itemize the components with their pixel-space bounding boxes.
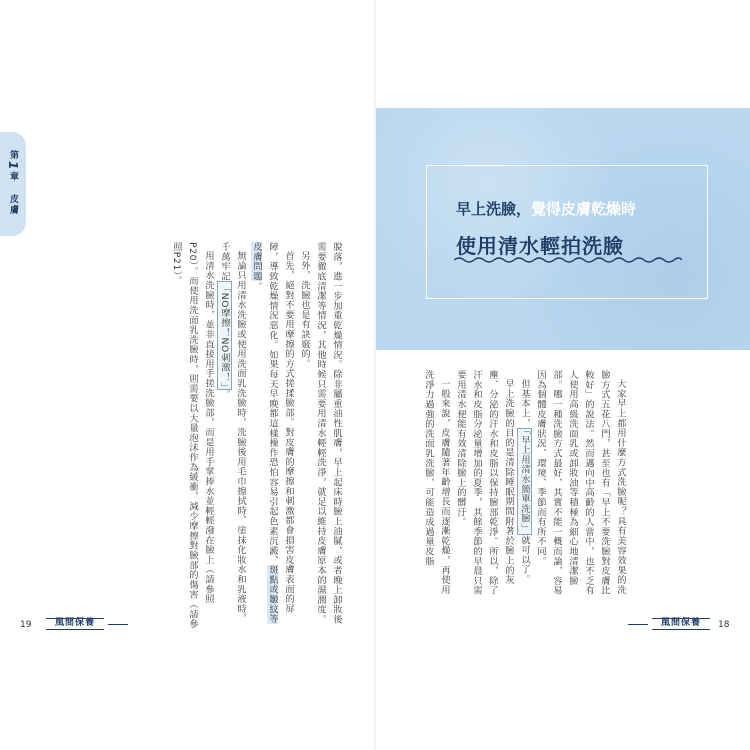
left-page-body bbox=[168, 242, 344, 630]
footer-rule-left bbox=[108, 624, 128, 625]
chapter-tab bbox=[0, 132, 26, 236]
paragraph: 大家早上都用什麼方式洗臉呢？具有美容效果的洗臉方式五花八門，甚至也有「早上不要洗臉對皮膚比較好」的說法。然而邁向中高齡的人當中，也不乏有人使用高級洗面乳或卸妝油等積極為細心地清潔臉部。哪一種洗臉方式最好，其實不能一概而論，容易因為個體皮膚狀況、環境、季節而有所不同。 bbox=[535, 370, 626, 596]
paragraph: 另外，洗臉也是有訣竅的。 bbox=[299, 251, 310, 369]
highlighted-phrase: 斑點或皺紋等皮膚問題 bbox=[251, 242, 278, 625]
paragraph: 用清水洗臉時，並非直接用手搓洗臉部，而是用手掌捧水並輕輕潑在臉上（請參照P20）。而使用洗面乳洗臉時，則需要以大量泡沫作為緩衝，減少摩擦對臉部的傷害（請參照P21）。 bbox=[171, 242, 214, 629]
footer-logo-right: 風間保養 bbox=[652, 614, 710, 632]
boxed-phrase: 「NO摩擦！NO刺激！」 bbox=[219, 283, 230, 388]
paragraph: 一般來說，皮膚隨著年齡增長而逐漸乾燥，再使用洗淨力過強的洗面乳洗臉，可能造成過量皮脂 bbox=[423, 370, 450, 595]
page-title: 使用清水輕拍洗臉 bbox=[456, 234, 624, 258]
title-subheading: 早上洗臉，覺得皮膚乾燥時 bbox=[456, 200, 637, 218]
paragraph: 但基本上，「早上用清水簡單洗臉」就可以了。 bbox=[519, 379, 530, 585]
page-number-right: 18 bbox=[718, 620, 730, 630]
paragraph: 脫落，進一步加重乾燥情況。除非屬重油性肌膚，早上起床時臉上油膩，或者晚上卸妝後需要徹底清潔等情況，其他時候只需要用清水輕輕洗淨，就足以維持皮膚原本的濕潤度。 bbox=[315, 242, 342, 625]
footer-rule-right bbox=[628, 624, 648, 625]
paragraph: 無論只用清水洗臉或使用洗面乳洗臉時，洗臉後用毛巾擦拭時、塗抹化妝水和乳液時，千萬牢記「NO摩擦！NO刺激！」。 bbox=[219, 242, 246, 624]
page-number-left: 19 bbox=[20, 620, 32, 630]
right-page-body bbox=[420, 370, 628, 600]
chapter-label: 第1章 bbox=[6, 150, 20, 183]
paragraph: 早上洗臉的目的是清除睡眠期間附著於臉上的灰塵、分泌的汗水和皮脂以保持臉部乾淨。所以，除了汗水和皮脂分泌量增加的夏季，其餘季節的早晨只需要用清水便能有效清除臉上的髒汙。 bbox=[455, 370, 514, 596]
chapter-category: 皮膚 bbox=[8, 194, 18, 216]
boxed-phrase: 「早上用清水簡單洗臉」 bbox=[519, 430, 530, 534]
footer-logo-left: 風間保養 bbox=[46, 614, 104, 632]
wave-underline bbox=[454, 256, 682, 264]
paragraph: 首先，絕對不要用摩擦的方式搓揉臉部。對皮膚的摩擦和刺激都會損害皮膚表面的屏障，導致乾燥情況惡化。如果每天早晚都這樣操作恐怕容易引起色素沉澱、斑點或皺紋等皮膚問題。 bbox=[251, 242, 294, 625]
